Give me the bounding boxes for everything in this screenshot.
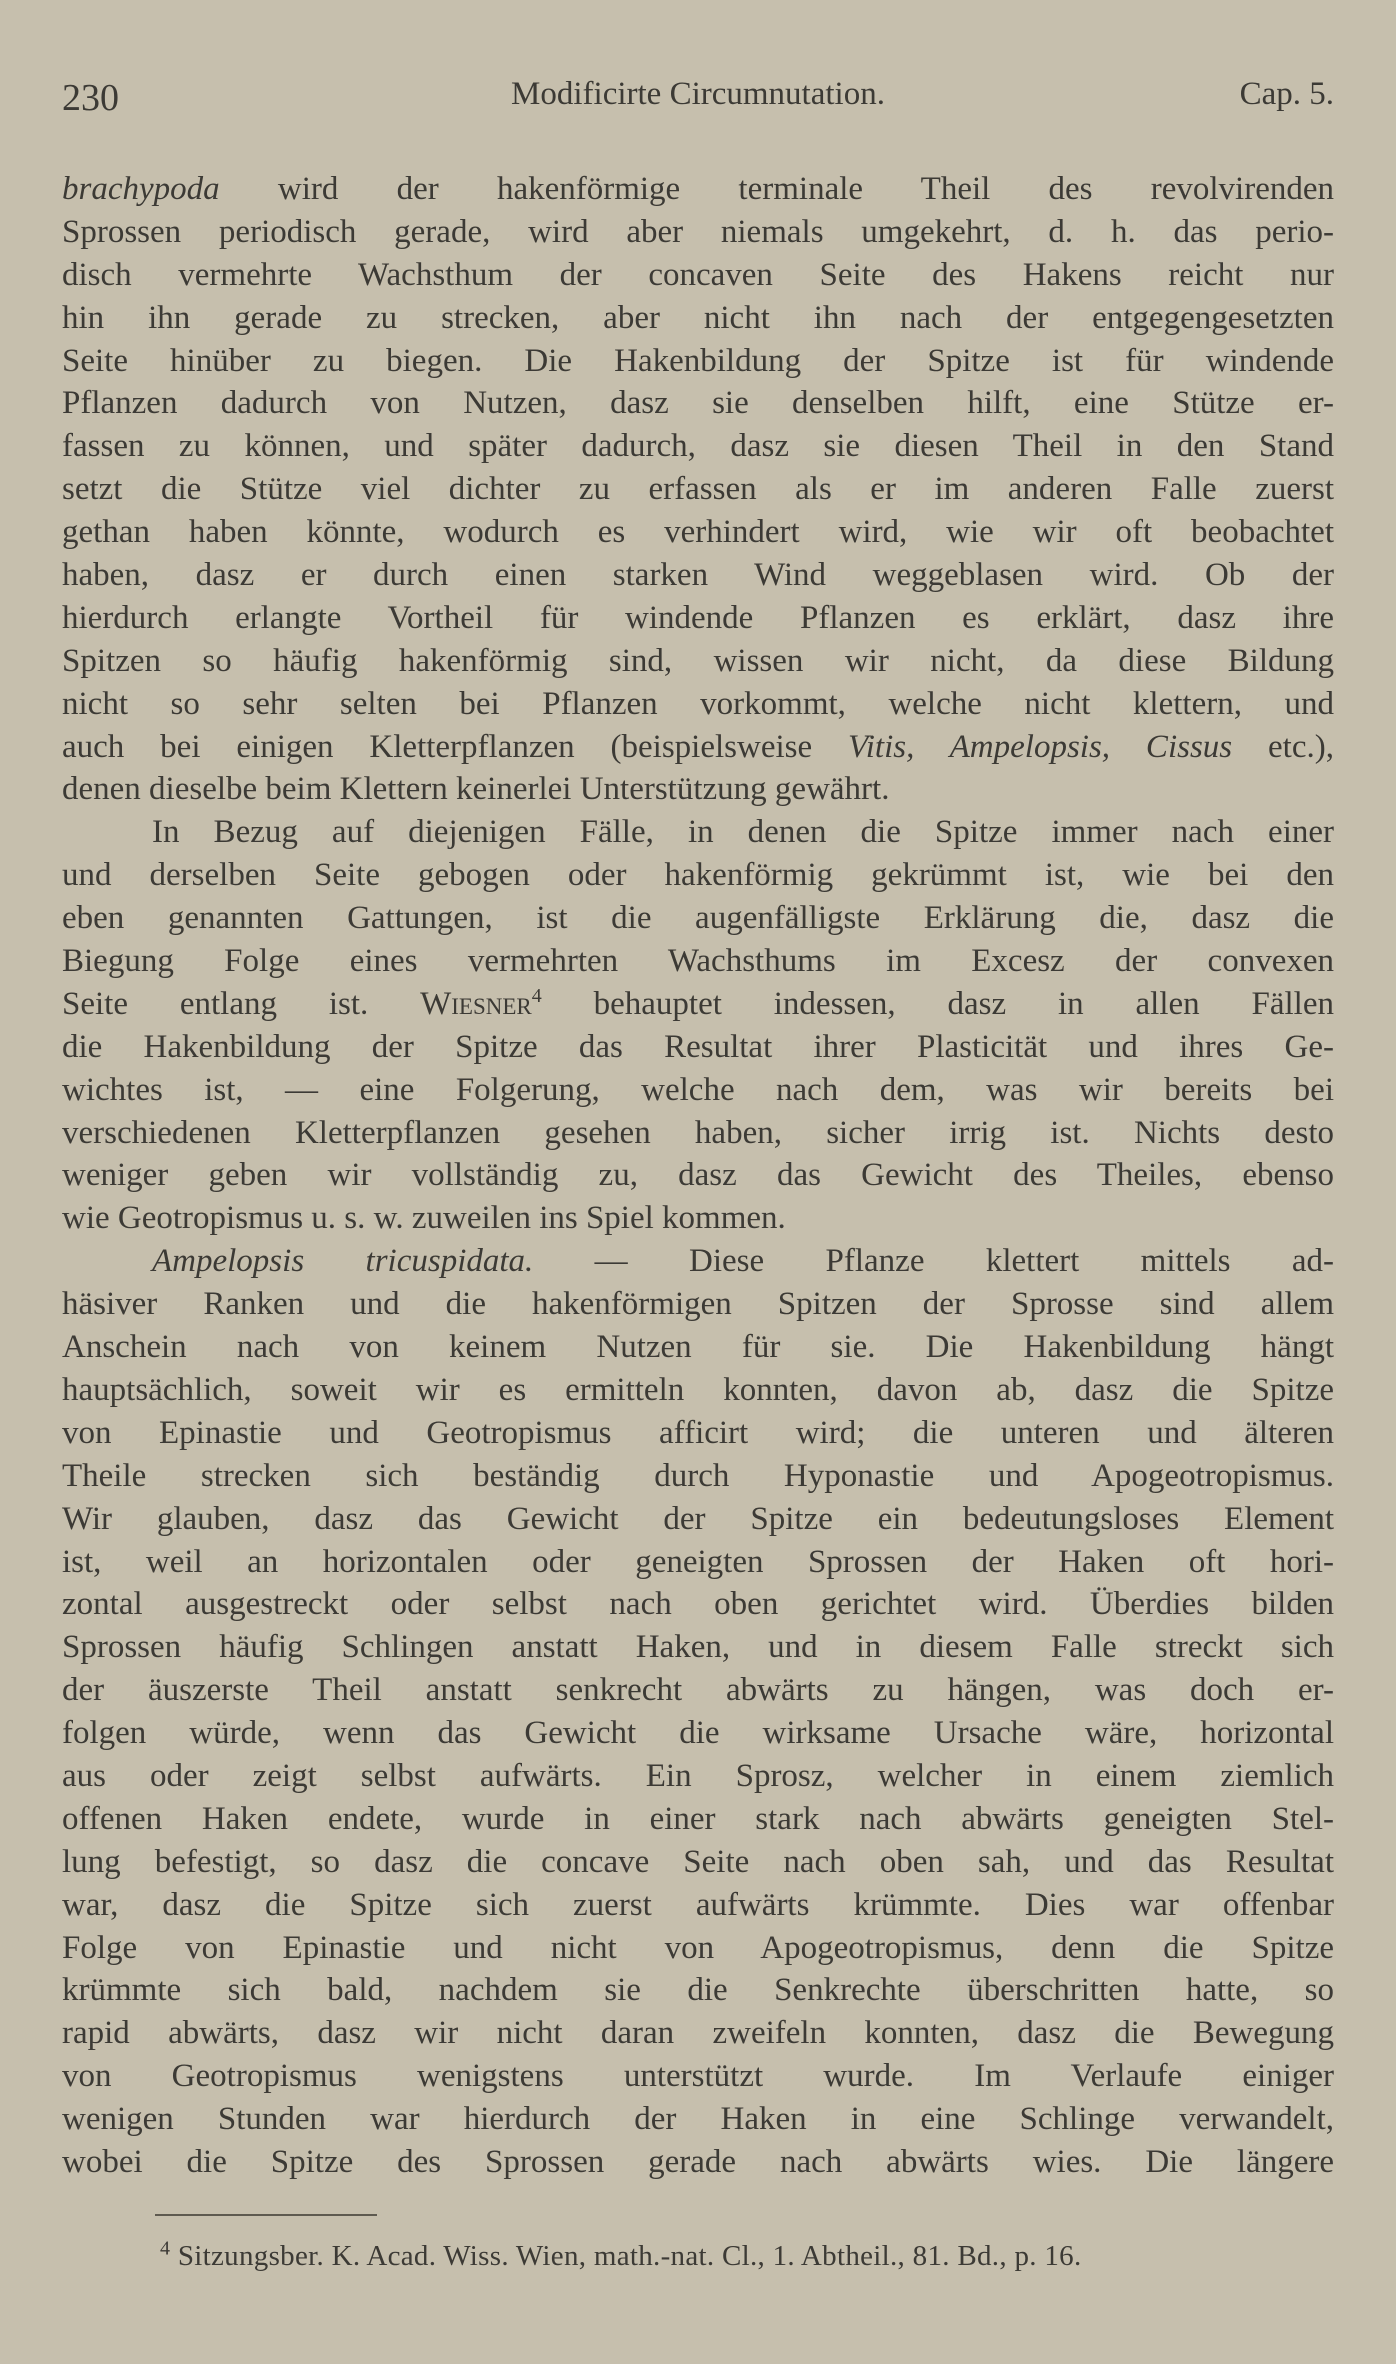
line-text: lung befestigt, so dasz die concave Seite nach oben sah, und das Resultat bbox=[62, 1843, 1334, 1880]
text-line bbox=[62, 854, 1334, 897]
text-line bbox=[62, 1326, 1334, 1369]
line-text: ist, weil an horizontalen oder geneigten Sprossen der Haken oft hori- bbox=[62, 1543, 1334, 1580]
text-line bbox=[62, 811, 1334, 854]
author-name: Wiesner bbox=[420, 985, 532, 1022]
line-text: In Bezug auf diejenigen Fälle, in denen die Spitze immer nach einer bbox=[152, 814, 1334, 851]
line-text: nicht so sehr selten bei Pflanzen vorkommt, welche nicht klettern, und bbox=[62, 685, 1334, 722]
line-text: rapid abwärts, dasz wir nicht daran zweifeln konnten, dasz die Bewegung bbox=[62, 2015, 1334, 2052]
text-line bbox=[62, 1884, 1334, 1927]
line-text: offenen Haken endete, wurde in einer stark nach abwärts geneigten Stel- bbox=[62, 1800, 1334, 1837]
line-text: aus oder zeigt selbst aufwärts. Ein Sprosz, welcher in einem ziemlich bbox=[62, 1757, 1334, 1794]
text-line bbox=[62, 1798, 1334, 1841]
line-text: eben genannten Gattungen, ist die augenfälligste Erklärung die, dasz die bbox=[62, 900, 1334, 937]
line-text: war, dasz die Spitze sich zuerst aufwärts krümmte. Dies war offenbar bbox=[62, 1886, 1334, 1923]
line-text: gethan haben könnte, wodurch es verhindert wird, wie wir oft beobachtet bbox=[62, 514, 1334, 551]
line-text: Anschein nach von keinem Nutzen für sie. Die Hakenbildung hängt bbox=[62, 1329, 1334, 1366]
text-line bbox=[62, 983, 1334, 1026]
line-text: der äuszerste Theil anstatt senkrecht abwärts zu hängen, was doch er- bbox=[62, 1672, 1334, 1709]
text-line bbox=[62, 382, 1334, 425]
italic-term: Ampelopsis tricuspidata. bbox=[152, 1243, 534, 1280]
text-line bbox=[62, 1841, 1334, 1884]
text-line bbox=[62, 425, 1334, 468]
text-line bbox=[62, 1969, 1334, 2012]
text-line bbox=[62, 1369, 1334, 1412]
line-text: disch vermehrte Wachsthum der concaven Seite des Hakens reicht nur bbox=[62, 256, 1334, 293]
body-text bbox=[62, 168, 1334, 2184]
line-text: häsiver Ranken und die hakenförmigen Spitzen der Sprosse sind allem bbox=[62, 1286, 1334, 1323]
line-text: wenigen Stunden war hierdurch der Haken in eine Schlinge verwandelt, bbox=[62, 2101, 1334, 2138]
footnote-rule bbox=[155, 2214, 377, 2216]
text-line bbox=[62, 297, 1334, 340]
text-line bbox=[62, 597, 1334, 640]
text-line bbox=[62, 1498, 1334, 1541]
text-line bbox=[62, 1154, 1334, 1197]
text-line bbox=[62, 1026, 1334, 1069]
line-text: krümmte sich bald, nachdem sie die Senkrechte überschritten hatte, so bbox=[62, 1972, 1334, 2009]
text-line bbox=[62, 1712, 1334, 1755]
text-line bbox=[62, 1927, 1334, 1970]
text-line bbox=[62, 1626, 1334, 1669]
line-text: wie Geotropismus u. s. w. zuweilen ins Spiel kommen. bbox=[62, 1200, 786, 1237]
line-text: wird der hakenförmige terminale Theil des revolvirenden bbox=[219, 171, 1334, 207]
footnote-ref: 4 bbox=[531, 984, 542, 1007]
text-line bbox=[62, 1541, 1334, 1584]
chapter-label: Cap. 5. bbox=[1239, 76, 1334, 112]
line-text: fassen zu können, und später dadurch, dasz sie diesen Theil in den Stand bbox=[62, 428, 1334, 465]
footnote-text: Sitzungsber. K. Acad. Wiss. Wien, math.-nat. Cl., 1. Abtheil., 81. Bd., p. 16. bbox=[170, 2240, 1082, 2272]
line-text: setzt die Stütze viel dichter zu erfassen als er im anderen Falle zuerst bbox=[62, 471, 1334, 508]
text-line bbox=[62, 2012, 1334, 2055]
text-line bbox=[62, 2055, 1334, 2098]
line-text: verschiedenen Kletterpflanzen gesehen haben, sicher irrig ist. Nichts desto bbox=[62, 1114, 1334, 1151]
text-line bbox=[62, 340, 1334, 383]
running-title: Modificirte Circumnutation. bbox=[511, 76, 885, 112]
line-text: wichtes ist, — eine Folgerung, welche nach dem, was wir bereits bei bbox=[62, 1071, 1334, 1108]
text-line bbox=[62, 683, 1334, 726]
text-line bbox=[62, 1455, 1334, 1498]
text-line bbox=[62, 726, 1334, 769]
line-text: Seite hinüber zu biegen. Die Hakenbildung der Spitze ist für windende bbox=[62, 342, 1334, 379]
italic-term: brachypoda bbox=[62, 171, 220, 207]
text-line bbox=[62, 940, 1334, 983]
text-line bbox=[62, 1755, 1334, 1798]
line-text: Wir glauben, dasz das Gewicht der Spitze ein bedeutungsloses Element bbox=[62, 1500, 1334, 1537]
line-text: Sprossen häufig Schlingen anstatt Haken, und in diesem Falle streckt sich bbox=[62, 1629, 1334, 1666]
page-number: 230 bbox=[62, 77, 119, 119]
line-text: hin ihn gerade zu strecken, aber nicht ihn nach der entgegengesetzten bbox=[62, 299, 1334, 336]
line-text: weniger geben wir vollständig zu, dasz das Gewicht des Theiles, ebenso bbox=[62, 1157, 1334, 1194]
text-line bbox=[62, 2098, 1334, 2141]
line-text: auch bei einigen Kletterpflanzen (beispielsweise bbox=[62, 728, 849, 765]
text-line bbox=[62, 554, 1334, 597]
line-text: — Diese Pflanze klettert mittels ad- bbox=[533, 1243, 1334, 1280]
text-line bbox=[62, 168, 1334, 211]
text-line bbox=[62, 1669, 1334, 1712]
text-line bbox=[62, 1283, 1334, 1326]
text-line bbox=[62, 640, 1334, 683]
text-line bbox=[62, 1069, 1334, 1112]
text-line bbox=[62, 768, 1334, 811]
line-text: Biegung Folge eines vermehrten Wachsthums im Excesz der convexen bbox=[62, 943, 1334, 980]
line-text: die Hakenbildung der Spitze das Resultat ihrer Plasticität und ihres Ge- bbox=[62, 1028, 1334, 1065]
footnote-mark: 4 bbox=[160, 2237, 171, 2260]
italic-term: Vitis, Ampelopsis, Cissus bbox=[848, 728, 1233, 765]
line-text: folgen würde, wenn das Gewicht die wirksame Ursache wäre, horizontal bbox=[62, 1715, 1334, 1752]
line-text: hauptsächlich, soweit wir es ermitteln konnten, davon ab, dasz die Spitze bbox=[62, 1371, 1334, 1408]
text-line bbox=[62, 254, 1334, 297]
page-header bbox=[62, 72, 1334, 128]
line-text: hierdurch erlangte Vortheil für windende Pflanzen es erklärt, dasz ihre bbox=[62, 599, 1334, 636]
line-text: von Epinastie und Geotropismus afficirt wird; die unteren und älteren bbox=[62, 1414, 1334, 1451]
line-text: etc.), bbox=[1232, 728, 1334, 765]
line-text: Sprossen periodisch gerade, wird aber niemals umgekehrt, d. h. das perio- bbox=[62, 213, 1334, 250]
text-line bbox=[62, 468, 1334, 511]
text-line bbox=[62, 2141, 1334, 2184]
text-line bbox=[62, 1240, 1334, 1283]
text-line bbox=[62, 1112, 1334, 1155]
line-text: Theile strecken sich beständig durch Hyponastie und Apogeotropismus. bbox=[62, 1457, 1334, 1494]
line-text: von Geotropismus wenigstens unterstützt wurde. Im Verlaufe einiger bbox=[62, 2058, 1334, 2095]
line-text: Pflanzen dadurch von Nutzen, dasz sie denselben hilft, eine Stütze er- bbox=[62, 385, 1334, 422]
line-text: denen dieselbe beim Klettern keinerlei Unterstützung gewährt. bbox=[62, 771, 890, 808]
footnote bbox=[160, 2237, 1082, 2273]
text-line bbox=[62, 1583, 1334, 1626]
line-text: zontal ausgestreckt oder selbst nach oben gerichtet wird. Überdies bilden bbox=[62, 1586, 1334, 1623]
text-line bbox=[62, 211, 1334, 254]
text-line bbox=[62, 1412, 1334, 1455]
line-text: Seite entlang ist. bbox=[62, 985, 421, 1022]
line-text: behauptet indessen, dasz in allen Fällen bbox=[541, 985, 1334, 1022]
text-line bbox=[62, 1197, 1334, 1240]
line-text: haben, dasz er durch einen starken Wind weggeblasen wird. Ob der bbox=[62, 557, 1334, 594]
line-text: wobei die Spitze des Sprossen gerade nach abwärts wies. Die längere bbox=[62, 2143, 1334, 2180]
line-text: Folge von Epinastie und nicht von Apogeotropismus, denn die Spitze bbox=[62, 1929, 1334, 1966]
line-text: und derselben Seite gebogen oder hakenförmig gekrümmt ist, wie bei den bbox=[62, 857, 1334, 894]
text-line bbox=[62, 511, 1334, 554]
line-text: Spitzen so häufig hakenförmig sind, wissen wir nicht, da diese Bildung bbox=[62, 642, 1334, 679]
text-line bbox=[62, 897, 1334, 940]
